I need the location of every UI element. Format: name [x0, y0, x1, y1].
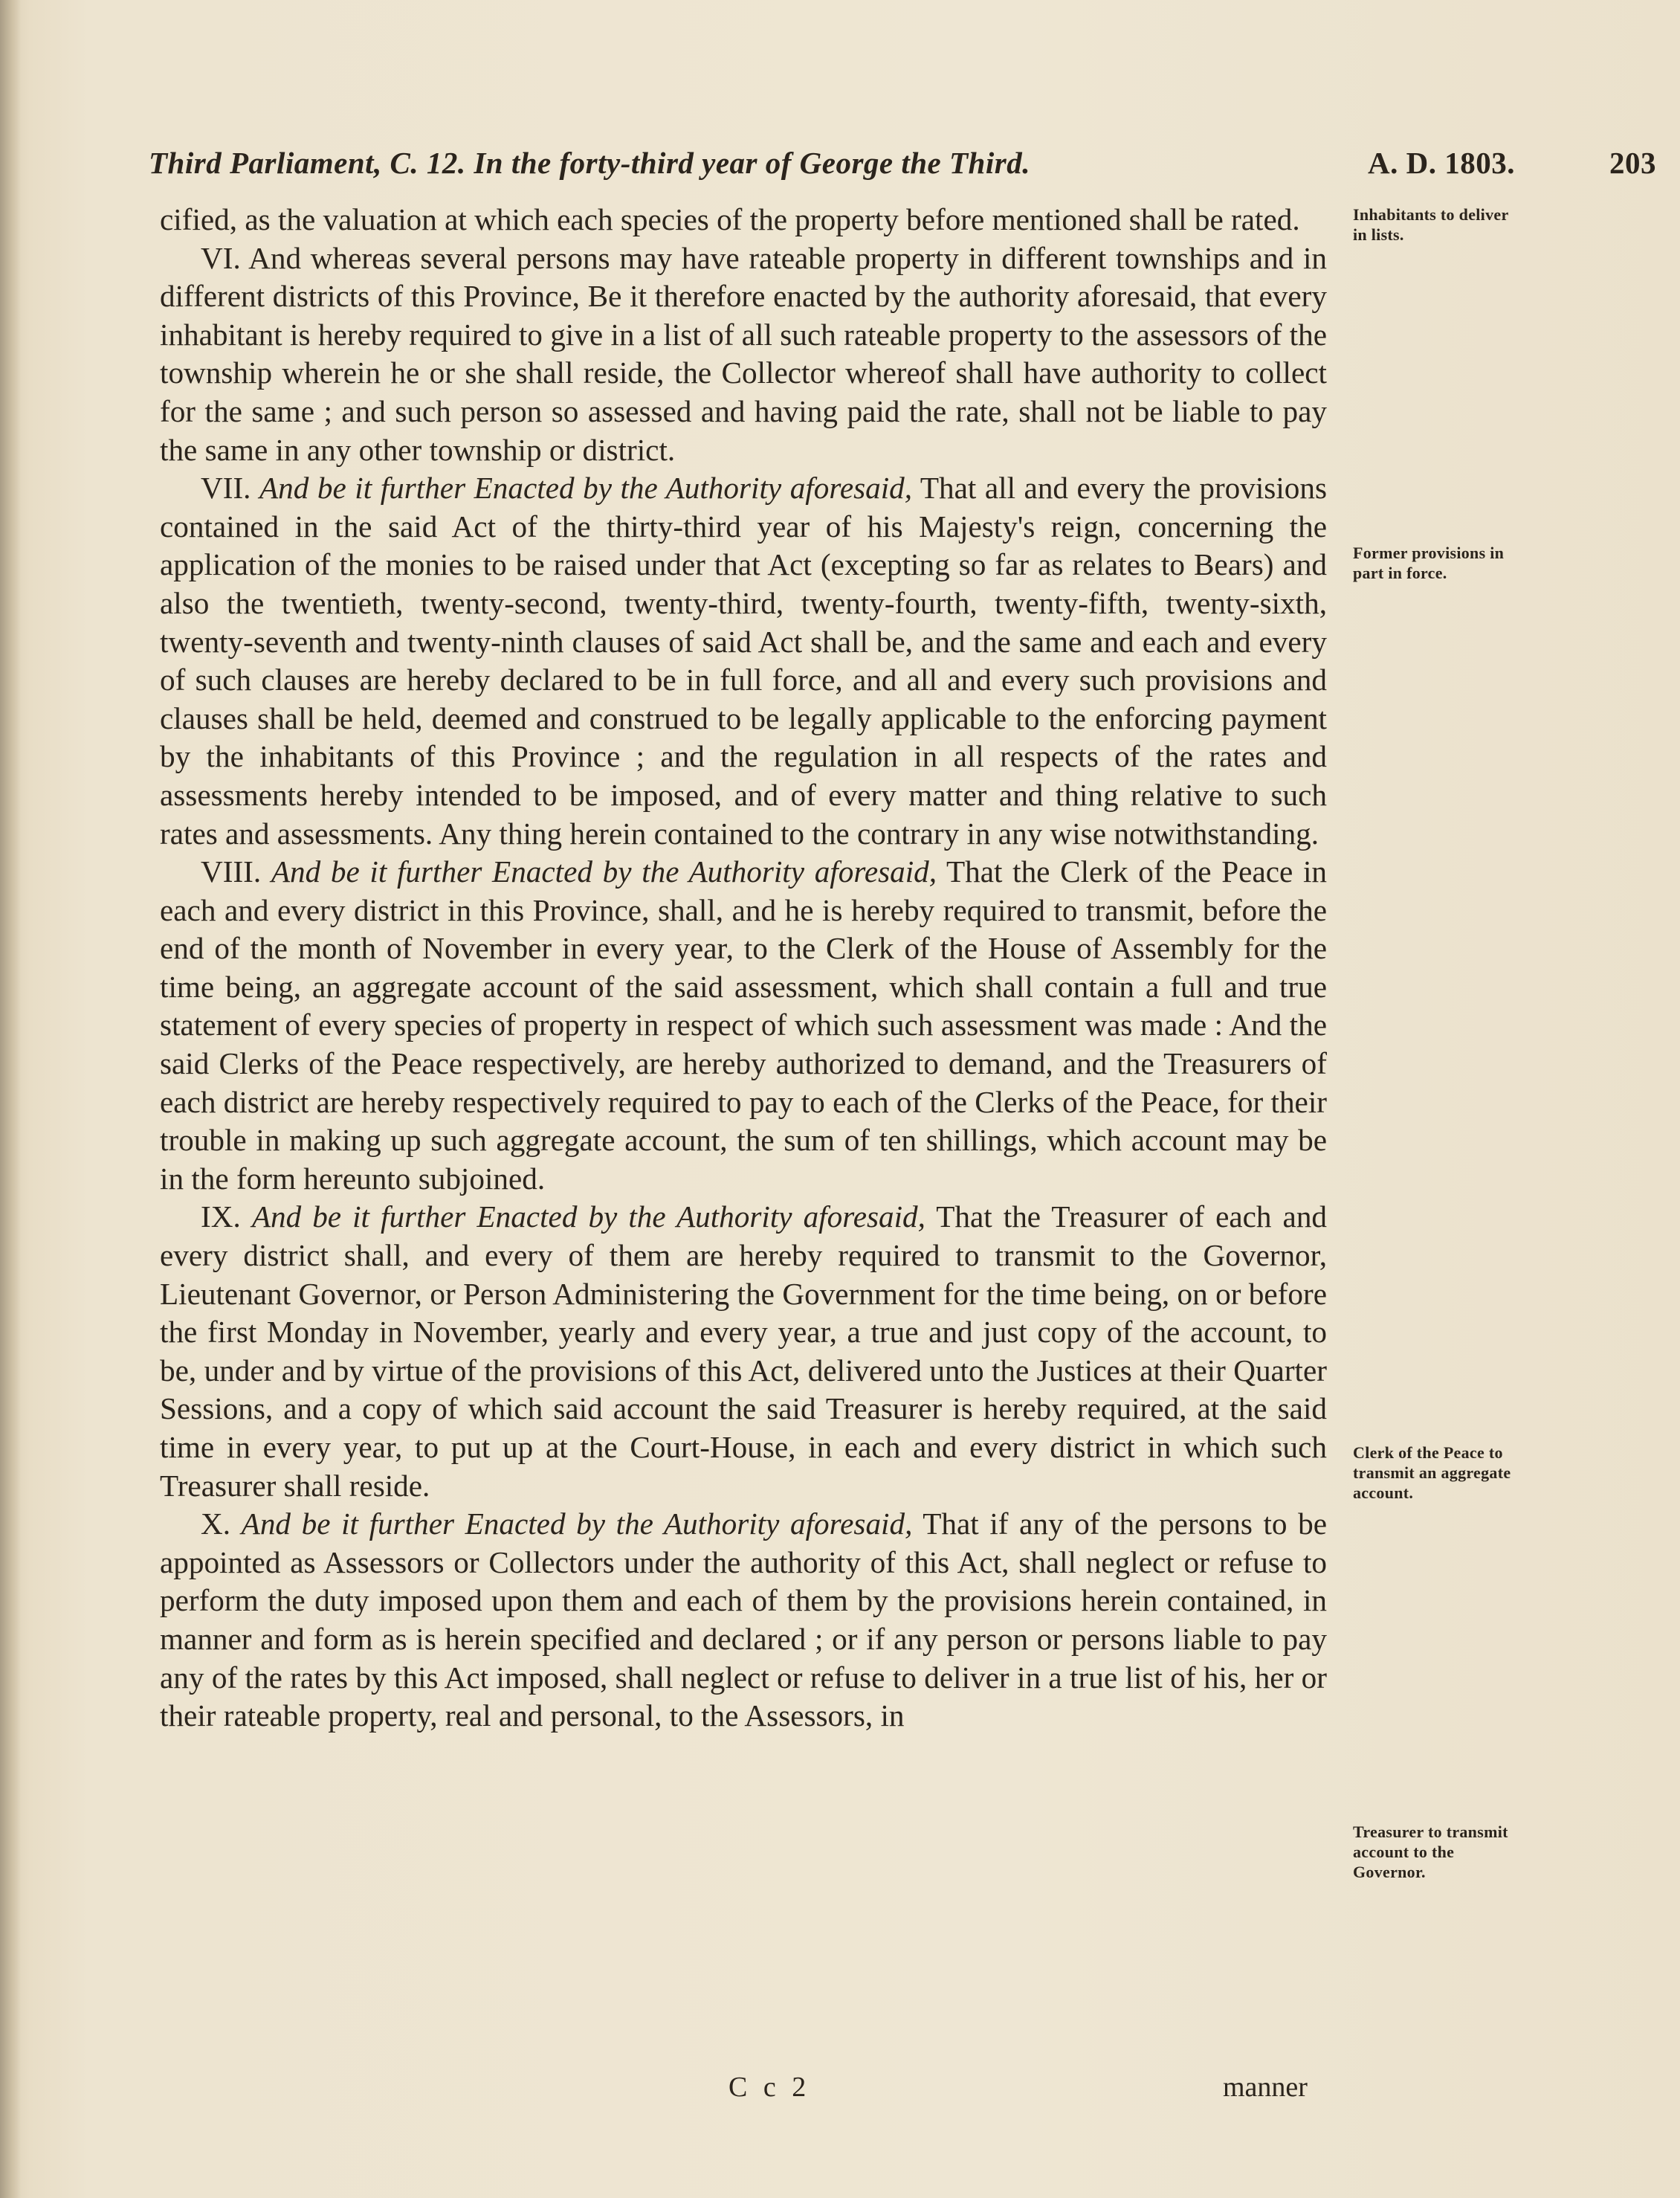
paragraph-section-9 [160, 1198, 1327, 1505]
page-number: 203 [1609, 146, 1656, 180]
paragraph-continued: cified, as the valuation at which each species of the property before mentioned shall be rated. [160, 202, 1300, 236]
enacting-clause: And be it further Enacted by the Authority aforesaid, [271, 854, 937, 889]
margin-note-former-provisions: Former provisions in part in force. [1353, 544, 1505, 582]
paragraph-section-8 [160, 853, 1327, 1198]
catchword: manner [1223, 2072, 1308, 2103]
section-text: That if any of the persons to be appointed as Assessors or Collectors under the authority of this Act, shall neglect or refuse to perform the duty imposed upon them and each of them by the provisions herein contained, in manner and form as is herein specified and declared ; or if any person or persons liable to pay any of the rates by this Act imposed, shall neglect or refuse to deliver in a true list of his, her or their rateable property, real and personal, to the Assessors, in [160, 1506, 1327, 1733]
paragraph-section-6: VI. And whereas several persons may have rateable property in different townships and in different districts of this Province, Be it therefore enacted by the authority aforesaid, that every inhabitant is hereby required to give in a list of all such rateable property to the assessors of the township wherein he or she shall reside, the Collector whereof shall have authority to collect for the same ; and such person so assessed and having paid the rate, shall not be liable to pay the same in any other township or district. [160, 240, 1327, 467]
margin-note-clerk-of-peace: Clerk of the Peace to transmit an aggregate account. [1353, 1443, 1511, 1502]
binding-gutter [0, 0, 21, 2198]
section-text: That all and every the provisions contained in the said Act of the thirty-third year of his Majesty's reign, concerning the application of the monies to be raised under that Act (excepting so far as relates to Bears) and also the twentieth, twenty-second, twenty-third, twenty-fourth, twenty-fifth, twenty-sixth, twenty-seventh and twenty-ninth clauses of said Act shall be, and the same and each and every of such clauses are hereby declared to be in full force, and all and every such provisions and clauses shall be held, deemed and construed to be legally applicable to the enforcing payment by the inhabitants of this Province ; and the regulation in all respects of the rates and assessments hereby intended to be imposed, and of every matter and thing relative to such rates and assessments. Any thing herein contained to the contrary in any wise notwithstanding. [160, 471, 1327, 851]
paragraph-section-10 [160, 1505, 1327, 1735]
header-year: A. D. 1803. [1368, 146, 1515, 180]
enacting-clause: And be it further Enacted by the Authority aforesaid, [251, 1199, 925, 1234]
enacting-clause: And be it further Enacted by the Authority aforesaid, [241, 1506, 913, 1541]
section-number: X. [201, 1506, 231, 1541]
enacting-clause: And be it further Enacted by the Authority aforesaid, [259, 471, 913, 506]
section-text: That the Clerk of the Peace in each and every district in this Province, shall, and he is hereby required to transmit, before the end of the month of November in every year, to the Clerk of the House of Assembly for the time being, an aggregate account of the said assessment, which shall contain a full and true statement of every species of property in respect of which such assessment was made : And the said Clerks of the Peace respectively, are hereby authorized to demand, and the Treasurers of each district are hereby respectively required to pay to each of the Clerks of the Peace, for their trouble in making up such aggregate account, the sum of ten shillings, which account may be in the form hereunto subjoined. [160, 854, 1327, 1196]
section-number: IX. [201, 1199, 241, 1234]
margin-note-inhabitants: Inhabitants to deliver in lists. [1353, 205, 1509, 244]
section-number: VII. [201, 471, 251, 506]
signature-mark: C c 2 [728, 2072, 811, 2103]
main-text [160, 201, 1327, 1735]
section-text: That the Treasurer of each and every district shall, and every of them are hereby required to transmit to the Governor, Lieutenant Governor, or Person Administering the Government for the time being, on or before the first Monday in November, yearly and every year, a true and just copy of the account, to be, under and by virtue of the provisions of this Act, delivered unto the Justices at their Quarter Sessions, and a copy of which said account the said Treasurer is hereby required, at the said time in every year, to put up at the Court-House, in each and every district in which such Treasurer shall reside. [160, 1199, 1328, 1503]
margin-note-treasurer: Treasurer to transmit account to the Governor. [1353, 1822, 1508, 1881]
paragraph-section-7 [160, 469, 1327, 853]
running-title: Third Parliament, C. 12. In the forty-third year of George the Third. [149, 146, 1030, 180]
section-number: VIII. [201, 854, 262, 889]
